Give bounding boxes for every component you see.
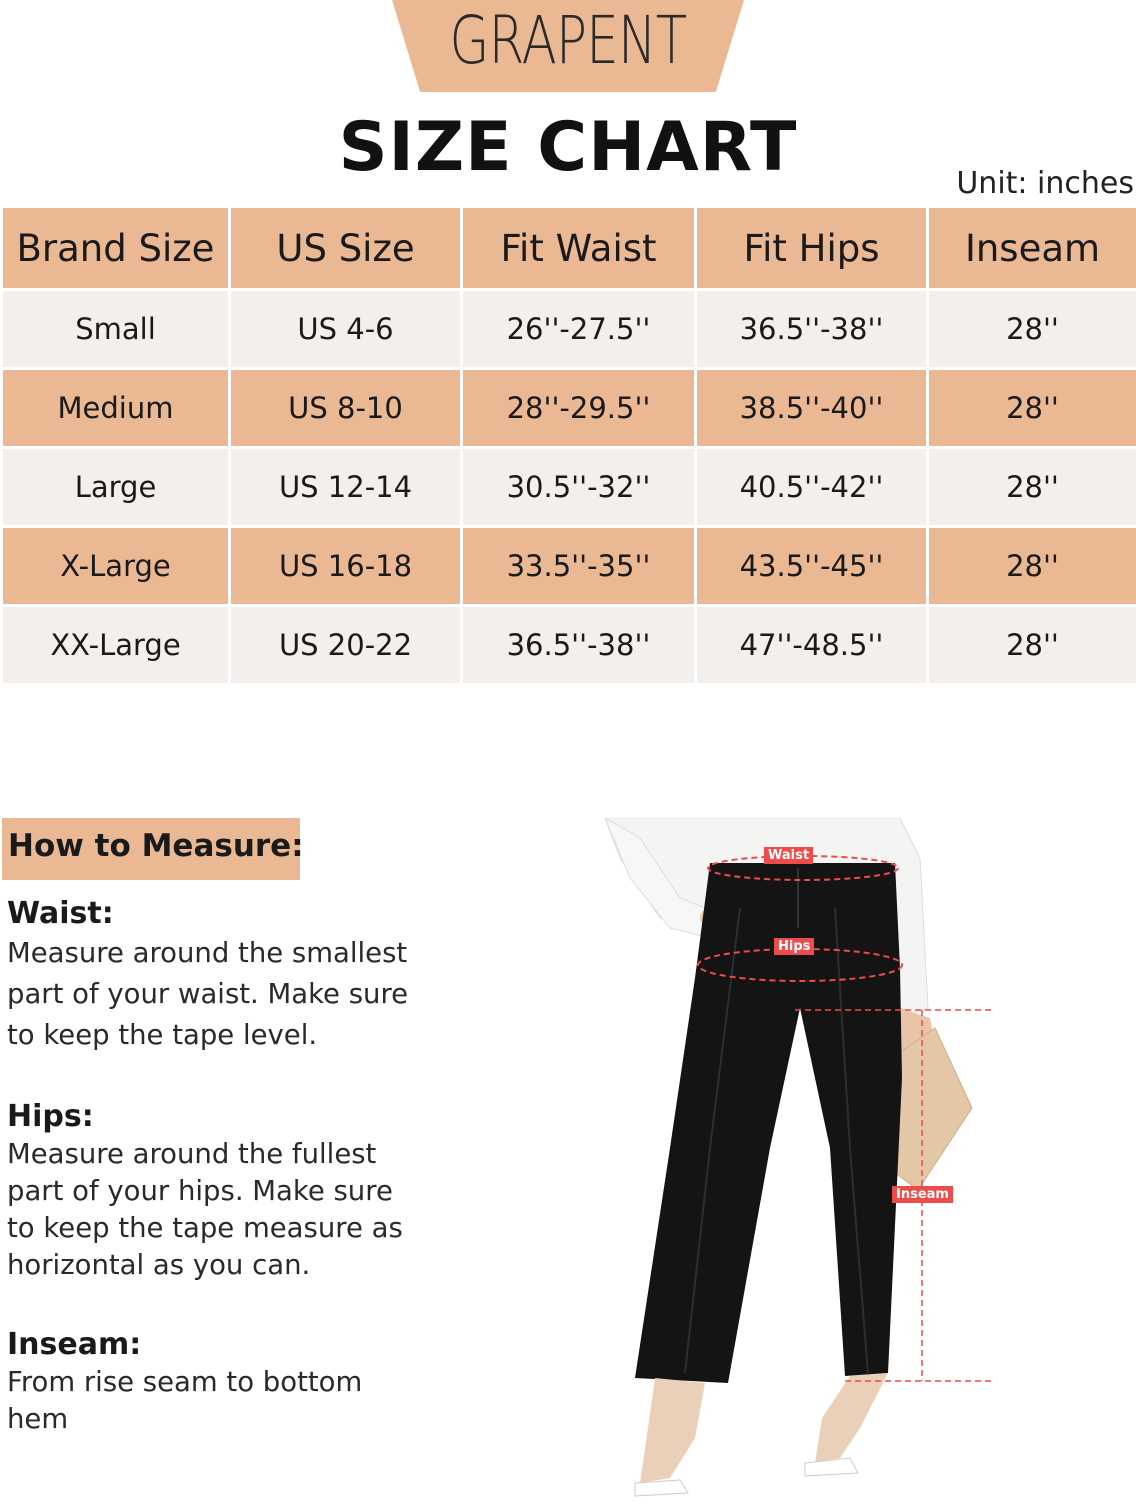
left-leg xyxy=(640,1378,705,1483)
cell-us-size: US 16-18 xyxy=(230,527,462,606)
header-fit-hips: Fit Hips xyxy=(696,207,928,290)
cell-brand-size: XX-Large xyxy=(2,606,230,685)
cell-inseam: 28'' xyxy=(928,448,1136,527)
header-fit-waist: Fit Waist xyxy=(462,207,696,290)
cell-brand-size: X-Large xyxy=(2,527,230,606)
inseam-text-line: From rise seam to bottom xyxy=(7,1364,447,1401)
inseam-section xyxy=(7,1326,447,1438)
cell-us-size: US 8-10 xyxy=(230,369,462,448)
cell-fit-waist: 36.5''-38'' xyxy=(462,606,696,685)
inseam-text-line: hem xyxy=(7,1401,447,1438)
table-row xyxy=(2,448,1136,527)
cell-us-size: US 20-22 xyxy=(230,606,462,685)
waist-tag: Waist xyxy=(764,847,813,864)
cell-fit-hips: 47''-48.5'' xyxy=(696,606,928,685)
right-shoe xyxy=(805,1458,858,1476)
hips-title: Hips: xyxy=(7,1098,447,1136)
header-us-size: US Size xyxy=(230,207,462,290)
brand-logo: GRAPENT xyxy=(431,2,706,79)
how-to-measure-heading: How to Measure: xyxy=(8,828,304,864)
cell-inseam: 28'' xyxy=(928,290,1136,369)
table-row xyxy=(2,369,1136,448)
cell-fit-hips: 36.5''-38'' xyxy=(696,290,928,369)
cell-fit-waist: 30.5''-32'' xyxy=(462,448,696,527)
cell-brand-size: Large xyxy=(2,448,230,527)
waist-text-line: Measure around the smallest xyxy=(7,933,447,974)
waist-title: Waist: xyxy=(7,895,447,933)
header-inseam: Inseam xyxy=(928,207,1136,290)
waist-text-line: to keep the tape level. xyxy=(7,1015,447,1056)
right-leg xyxy=(815,1373,888,1463)
header-brand-size: Brand Size xyxy=(2,207,230,290)
cell-inseam: 28'' xyxy=(928,369,1136,448)
cell-brand-size: Small xyxy=(2,290,230,369)
pants-illustration xyxy=(600,818,1020,1500)
cell-fit-waist: 28''-29.5'' xyxy=(462,369,696,448)
page-title: SIZE CHART xyxy=(0,108,1136,187)
inseam-title: Inseam: xyxy=(7,1326,447,1364)
size-table xyxy=(0,205,1136,686)
cell-us-size: US 12-14 xyxy=(230,448,462,527)
hips-text-line: horizontal as you can. xyxy=(7,1247,447,1284)
unit-label: Unit: inches xyxy=(956,166,1134,201)
hips-text-line: to keep the tape measure as xyxy=(7,1210,447,1247)
table-row xyxy=(2,527,1136,606)
table-row xyxy=(2,606,1136,685)
cell-brand-size: Medium xyxy=(2,369,230,448)
waist-text-line: part of your waist. Make sure xyxy=(7,974,447,1015)
table-row xyxy=(2,290,1136,369)
cell-fit-hips: 43.5''-45'' xyxy=(696,527,928,606)
hips-text-line: Measure around the fullest xyxy=(7,1136,447,1173)
model-figure xyxy=(600,818,1020,1500)
inseam-tag: Inseam xyxy=(892,1186,953,1203)
cell-fit-waist: 26''-27.5'' xyxy=(462,290,696,369)
cell-fit-waist: 33.5''-35'' xyxy=(462,527,696,606)
cell-fit-hips: 38.5''-40'' xyxy=(696,369,928,448)
table-header-row xyxy=(2,207,1136,290)
cell-inseam: 28'' xyxy=(928,606,1136,685)
hips-section xyxy=(7,1098,447,1284)
cell-us-size: US 4-6 xyxy=(230,290,462,369)
waist-section xyxy=(7,895,447,1056)
cell-fit-hips: 40.5''-42'' xyxy=(696,448,928,527)
hips-tag: Hips xyxy=(774,938,814,955)
cell-inseam: 28'' xyxy=(928,527,1136,606)
hips-text-line: part of your hips. Make sure xyxy=(7,1173,447,1210)
left-shoe xyxy=(635,1480,688,1496)
